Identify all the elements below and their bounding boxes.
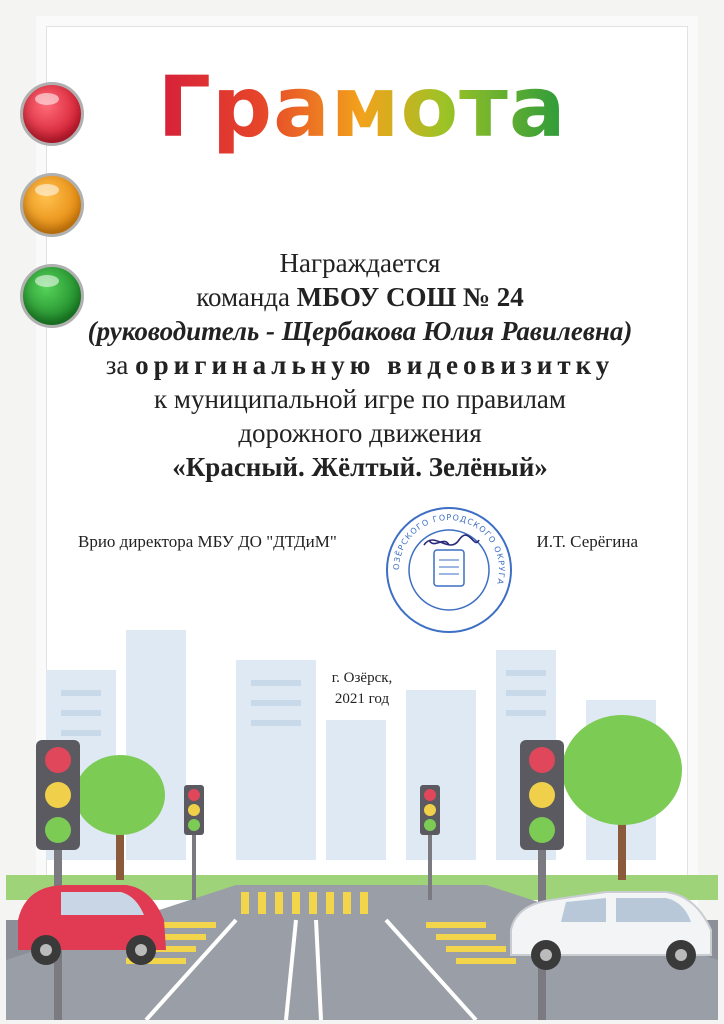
award-text	[60, 246, 660, 484]
event-line-2: дорожного движения	[238, 418, 482, 448]
year: 2021 год	[334, 691, 390, 707]
reason-line: за оригинальную видеовизитку	[105, 350, 615, 380]
team-name: МБОУ СОШ № 24	[296, 282, 524, 312]
certificate-title: Грамота	[157, 58, 567, 156]
award-line: Награждается	[279, 248, 441, 278]
street-scene-illustration	[6, 630, 718, 1020]
reason-text: оригинальную видеовизитку	[135, 350, 615, 380]
yellow-light-icon	[20, 173, 84, 237]
signature-row	[78, 532, 638, 562]
signer-position: Врио директора МБУ ДО "ДТДиМ"	[78, 532, 337, 551]
signer-name: И.Т. Серёгина	[536, 532, 638, 551]
city: г. Озёрск,	[331, 670, 393, 686]
official-stamp	[384, 505, 514, 635]
event-name: «Красный. Жёлтый. Зелёный»	[172, 452, 548, 482]
leader-line: (руководитель - Щербакова Юлия Равилевна)	[87, 316, 633, 346]
event-line-1: к муниципальной игре по правилам	[154, 384, 566, 414]
team-line: команда МБОУ СОШ № 24	[196, 282, 524, 312]
stamp-text: ОЗЁРСКОГО ГОРОДСКОГО ОКРУГА	[391, 512, 507, 587]
